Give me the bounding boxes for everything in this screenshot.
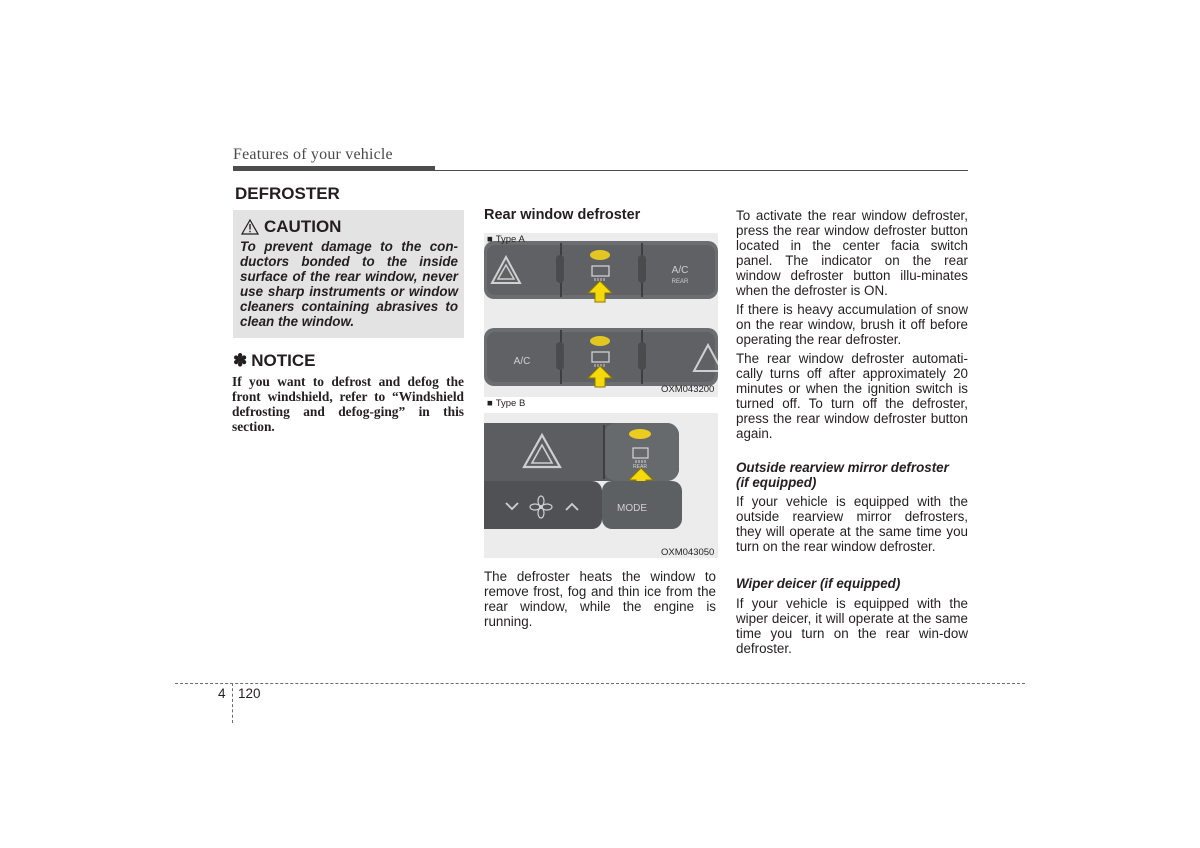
chevron-down-icon — [506, 503, 518, 509]
footer-dashed-rule — [175, 683, 1025, 684]
type-a-label: ■ Type A — [487, 234, 525, 245]
notice-body: If you want to defrost and defog the front windshield, refer to “Windshield defrosting and defog-ging” in this section. — [232, 374, 464, 434]
wiper-deicer-text: If your vehicle is equipped with the wiper deicer, it will operate at the same time you turn on the rear win-dow defroster. — [736, 596, 968, 656]
right-paragraph-1: To activate the rear window defroster, press the rear window defroster button located in the center facia switch panel. The indicator on the rear window defroster button illu-minates when the defroster is ON. — [736, 208, 968, 298]
defroster-intro-text: The defroster heats the window to remove frost, fog and thin ice from the rear window, while the engine is running. — [484, 569, 716, 629]
page-heading: DEFROSTER — [235, 184, 340, 203]
hazard-icon — [492, 257, 520, 283]
footer-dashed-divider — [232, 683, 233, 723]
ac-button-label: A/C — [671, 265, 689, 276]
notice-star-icon: ✽ — [233, 351, 248, 370]
chapter-number: 4 — [218, 686, 226, 701]
rear-defroster-heading: Rear window defroster — [484, 207, 641, 223]
header-rule-thick — [233, 166, 435, 171]
caution-title: CAUTION — [264, 217, 342, 236]
wiper-deicer-heading: Wiper deicer (if equipped) — [736, 576, 901, 591]
fan-icon — [530, 496, 552, 518]
caution-body: To prevent damage to the con-ductors bonded to the inside surface of the rear window, never use sharp instruments or window cleaners containing abrasives to clean the window. — [240, 239, 458, 329]
right-paragraph-2: If there is heavy accumulation of snow on the rear window, brush it off before operating the rear defroster. — [736, 302, 968, 347]
mirror-defroster-heading: Outside rearview mirror defroster (if equipped) — [736, 460, 949, 490]
bullet-square-icon: ■ — [487, 398, 493, 409]
caution-heading — [241, 217, 341, 237]
rear-defrost-icon-3 — [629, 429, 651, 470]
rear-label-b: REAR — [633, 464, 647, 470]
right-paragraph-3: The rear window defroster automati-cally turns off after approximately 20 minutes or when the ignition switch is turned off. To turn off the defroster, press the rear window defroster button again. — [736, 351, 968, 441]
caution-box — [233, 210, 464, 338]
hazard-icon-2 — [694, 345, 718, 371]
bullet-square-icon: ■ — [487, 234, 493, 245]
hazard-icon-3 — [524, 435, 560, 467]
notice-heading — [233, 351, 315, 371]
header-rule-thin — [435, 170, 968, 171]
rear-defrost-icon — [590, 250, 610, 281]
rear-defrost-icon-2 — [590, 336, 610, 367]
chevron-up-icon — [566, 504, 578, 510]
ac-button-label-2: A/C — [513, 356, 531, 367]
type-b-label: ■ Type B — [487, 398, 526, 409]
image-b-code: OXM043050 — [661, 547, 715, 558]
type-a-illustration — [484, 233, 718, 397]
running-header: Features of your vehicle — [233, 146, 393, 163]
rear-label: REAR — [671, 279, 689, 285]
mode-button-label: MODE — [617, 503, 647, 514]
arrow-up-icon-3 — [629, 468, 653, 489]
type-b-illustration — [484, 413, 718, 558]
image-a-code: OXM043200 — [661, 384, 715, 395]
warning-triangle-icon — [241, 219, 259, 235]
notice-title: NOTICE — [251, 351, 316, 370]
page-number: 120 — [238, 686, 261, 701]
arrow-up-icon-2 — [588, 366, 612, 387]
arrow-up-icon — [588, 281, 612, 302]
mirror-defroster-text: If your vehicle is equipped with the outside rearview mirror defrosters, they will operate at the same time you turn on the rear window defroster. — [736, 494, 968, 554]
